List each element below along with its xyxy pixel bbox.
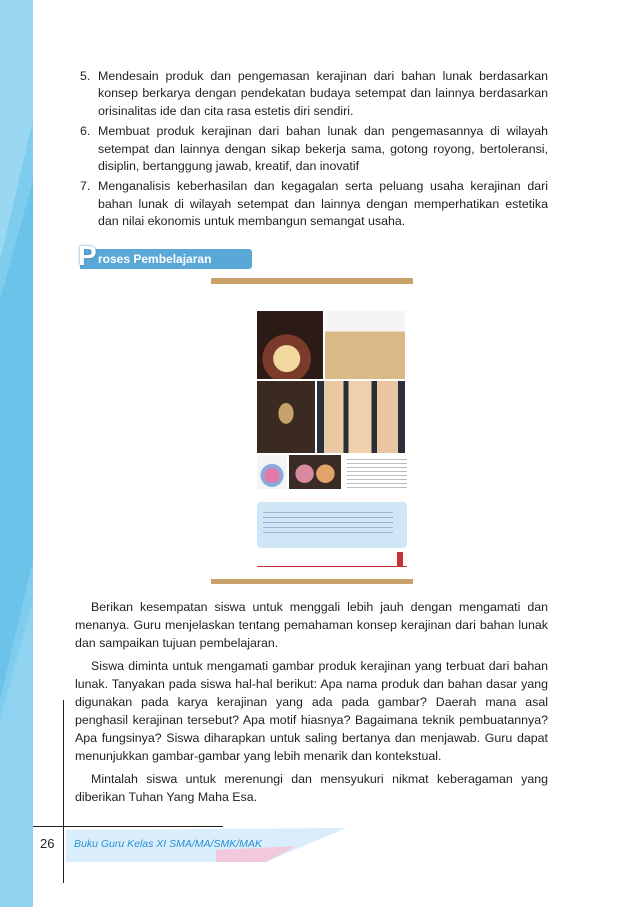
craft-photo-vases xyxy=(317,381,405,453)
craft-photo-puppet xyxy=(257,381,315,453)
list-item xyxy=(80,68,548,120)
section-heading-label: roses Pembelajaran xyxy=(98,252,212,266)
figure-task-box xyxy=(257,502,407,548)
figure-page-marker xyxy=(397,552,403,566)
item-text: Menganalisis keberhasilan dan kegagalan serta peluang usaha kerajinan dari bahan lunak di wilayah setempat dan lainnya dengan memperhatikan estetika dan nilai ekonomis untuk membangun semangat usaha. xyxy=(98,179,548,229)
item-text: Membuat produk kerajinan dari bahan lunak dan pengemasannya di wilayah setempat dan lainnya dengan sikap bekerja sama, gotong royong, bertoleransi, disiplin, bertanggung jawab, kreatif, dan inovatif xyxy=(98,124,548,174)
body-text xyxy=(75,598,548,811)
craft-photo-flowers xyxy=(257,311,323,379)
section-heading-initial: P xyxy=(78,240,97,271)
footer-horizontal-rule xyxy=(33,826,223,827)
list-item xyxy=(80,178,548,230)
craft-photo-bowls xyxy=(257,455,287,489)
book-title: Buku Guru Kelas XI SMA/MA/SMK/MAK xyxy=(74,838,262,850)
paragraph: Siswa diminta untuk mengamati gambar produk kerajinan yang terbuat dari bahan lunak. Tanyakan pada siswa hal-hal berikut: Apa nama produk dan bahan dasar yang digunakan pada karya kerajinan yang ada pada gambar? Daerah mana asal penghasil kerajinan tersebut? Apa motif hiasnya? Bagaimana teknik pembuatannya? Apa fungsinya? Siswa diharapkan untuk saling bertanya dan menjawab. Guru dapat menunjukkan gambar-gambar yang lebih menarik dan kontekstual. xyxy=(75,659,548,763)
paragraph: Berikan kesempatan siswa untuk menggali lebih jauh dengan mengamati dan menanya. Guru menjelaskan tentang pemahaman konsep kerajinan dari bahan lunak dan sampaikan tujuan pembelajaran. xyxy=(75,600,548,650)
side-decoration-band xyxy=(0,0,33,907)
figure-footer-line xyxy=(257,566,407,567)
page-number: 26 xyxy=(40,836,55,851)
item-number: 6. xyxy=(80,124,91,139)
list-item xyxy=(80,123,548,175)
item-number: 5. xyxy=(80,69,91,83)
footer-vertical-rule xyxy=(63,700,64,883)
textbook-page-figure xyxy=(211,278,413,584)
craft-photo-bag xyxy=(325,311,405,379)
paragraph: Mintalah siswa untuk merenungi dan mensyukuri nikmat keberagaman yang diberikan Tuhan Yang Maha Esa. xyxy=(75,772,548,804)
craft-photo-dolls xyxy=(289,455,341,489)
item-text: Mendesain produk dan pengemasan kerajinan dari bahan lunak berdasarkan konsep berkarya dengan pendekatan budaya setempat dan lainnya berdasarkan orisinalitas ide dan cita rasa estetis diri sendiri. xyxy=(98,69,548,118)
section-heading xyxy=(72,242,252,270)
figure-caption-lines xyxy=(347,456,407,488)
objectives-list xyxy=(80,68,548,234)
item-number: 7. xyxy=(80,179,91,194)
